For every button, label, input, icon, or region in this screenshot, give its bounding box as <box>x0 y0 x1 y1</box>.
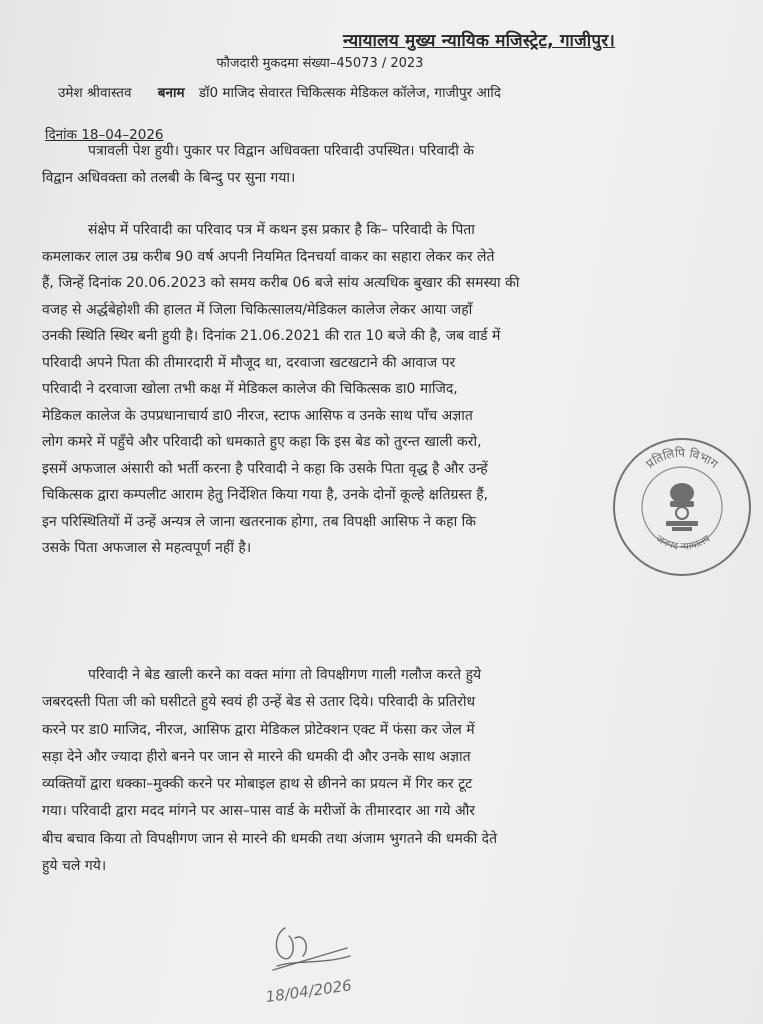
order-date: दिनांक 18–04–2026 <box>45 127 164 143</box>
paragraph-2 <box>42 217 602 562</box>
paragraph-line: सड़ा देने और ज्यादा हीरो बनने पर जान से मारने की धमकी दी और उनके साथ अज्ञात <box>42 748 471 765</box>
paragraph-line: परिवादी ने दरवाजा खोला तभी कक्ष में मेडिकल कालेज की चिकित्सक डा0 माजिद, <box>42 381 458 397</box>
paragraph-line: इन परिस्थितियों में उन्हें अन्यत्र ले जाना खतरनाक होगा, तब विपक्षी आसिफ ने कहा कि <box>42 513 477 530</box>
copy-department-seal <box>610 435 755 580</box>
paragraph-line: बीच बचाव किया तो विपक्षीगण जान से मारने की धमकी तथा अंजाम भुगतने की धमकी देते <box>42 830 498 847</box>
signature-date: 18/04/2026 <box>264 976 353 1007</box>
parties-line <box>58 83 501 101</box>
paragraph-line: हैं, जिन्हें दिनांक 20.06.2023 को समय करीब 06 बजे सांय अत्यधिक बुखार की समस्या की <box>42 275 520 291</box>
svg-text:जनपद न्यायालय <box>654 533 713 552</box>
paragraph-line: मेडिकल कालेज के उपप्रधानाचार्य डा0 नीरज, स्टाफ आसिफ व उनके साथ पाँच अज्ञात <box>42 407 473 424</box>
paragraph-line: वजह से अर्द्धबेहोशी की हालत में जिला चिकित्सालय/मेडिकल कालेज लेकर आया जहाँ <box>42 301 473 318</box>
court-title: न्यायालय मुख्य न्यायिक मजिस्ट्रेट, गाजीपुर। <box>342 31 615 51</box>
plaintiff-name: उमेश श्रीवास्तव <box>58 85 132 101</box>
defendant-name: डॉ0 माजिद सेवारत चिकित्सक मेडिकल कॉलेज, गाजीपुर आदि <box>198 85 501 101</box>
paragraph-line: जबरदस्ती पिता जी को घसीटते हुये स्वयं ही उन्हें बेड से उतार दिये। परिवादी के प्रतिरोध <box>42 694 476 711</box>
ashoka-emblem-icon <box>666 483 698 531</box>
paragraph-line: उनकी स्थिति स्थिर बनी हुयी है। दिनांक 21.06.2021 की रात 10 बजे की है, जब वार्ड में <box>42 328 501 344</box>
paragraph-line: चिकित्सक द्वारा कम्पलीट आराम हेतु निर्देशित किया गया है, उनके दोनों कूल्हे क्षतिग्रस्त हैं, <box>42 487 489 503</box>
case-number: फौजदारी मुकदमा संख्या–45073 / 2023 <box>216 56 424 71</box>
paragraph-line: गया। परिवादी द्वारा मदद मांगने पर आस–पास वार्ड के मरीजों के तीमारदार आ गये और <box>42 803 476 820</box>
paragraph-line: विद्वान अधिवक्ता को तलबी के बिन्दु पर सुना गया। <box>42 169 296 186</box>
paragraph-line: परिवादी अपने पिता की तीमारदारी में मौजूद था, दरवाजा खटखटाने की आवाज पर <box>42 354 456 371</box>
handwritten-signature <box>255 908 365 1018</box>
paragraph-line: हुये चले गये। <box>42 858 107 875</box>
paragraph-line: लोग कमरे में पहुँचे और परिवादी को धमकाते हुए कहा कि इस बेड को तुरन्त खाली करो, <box>42 434 482 450</box>
paragraph-line: व्यक्तियों द्वारा धक्का–मुक्की करने पर मोबाइल हाथ से छीनने का प्रयत्न में गिर कर टूट <box>42 776 473 793</box>
paragraph-line: कमलाकर लाल उम्र करीब 90 वर्ष अपनी नियमित दिनचर्या वाकर का सहारा लेकर कर लेते <box>42 248 495 265</box>
seal-top-text: प्रतिलिपि विभाग <box>643 445 721 472</box>
paragraph-line: उसके पिता अफजाल से महत्वपूर्ण नहीं है। <box>42 540 252 556</box>
paragraph-3 <box>42 662 602 880</box>
seal-bottom-text: जनपद न्यायालय <box>653 533 713 553</box>
paragraph-1 <box>42 138 602 191</box>
paragraph-line: इसमें अफजाल अंसारी को भर्ती करना है परिवादी ने कहा कि उसके पिता वृद्ध है और उन्हें <box>42 460 488 477</box>
versus-label: बनाम <box>157 85 185 101</box>
paragraph-line: संक्षेप में परिवादी का परिवाद पत्र में कथन इस प्रकार है कि– परिवादी के पिता <box>88 222 475 238</box>
paragraph-line: परिवादी ने बेड खाली करने का वक्त मांगा तो विपक्षीगण गाली गलौज करते हुये <box>88 667 482 683</box>
paragraph-line: पत्रावली पेश हुयी। पुकार पर विद्वान अधिवक्ता परिवादी उपस्थित। परिवादी के <box>88 143 475 159</box>
paragraph-line: करने पर डा0 माजिद, नीरज, आसिफ द्वारा मेडिकल प्रोटेक्शन एक्ट में फंसा कर जेल में <box>42 721 475 738</box>
